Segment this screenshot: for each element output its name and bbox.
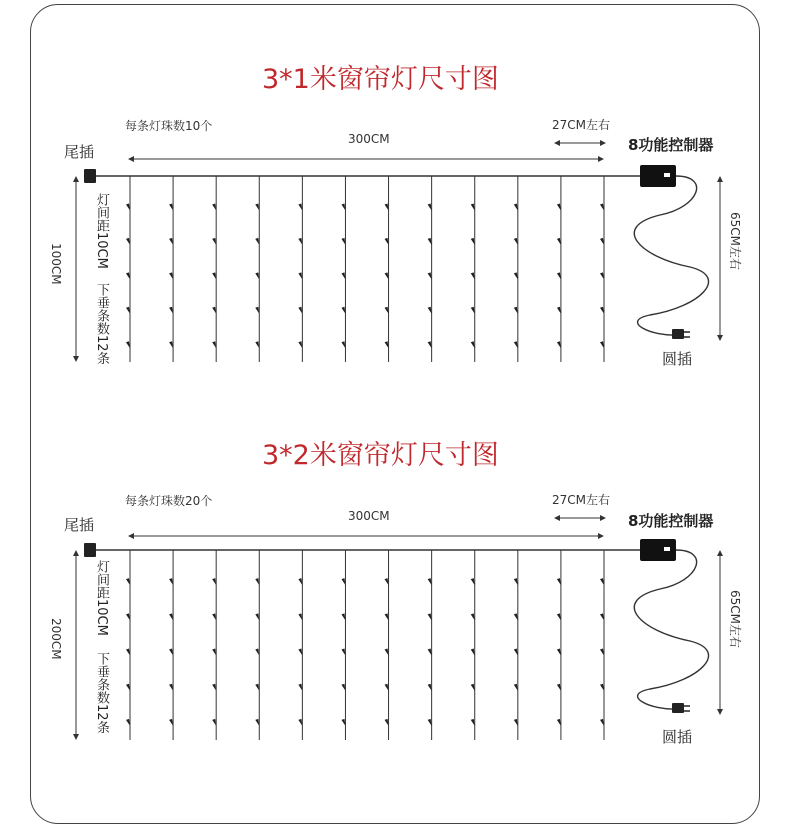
- led-bead: [385, 578, 389, 585]
- width-arrow-right: [598, 533, 604, 539]
- beads-per-strand-label: 每条灯珠数20个: [125, 494, 213, 508]
- controller-button-icon: [664, 547, 670, 551]
- led-bead: [385, 613, 389, 620]
- led-bead: [471, 684, 475, 691]
- led-bead: [471, 578, 475, 585]
- lead-length-label: 27CM左右: [552, 493, 611, 507]
- cable-arrow-top: [717, 550, 723, 556]
- led-bead: [169, 578, 173, 585]
- cable-arrow-bottom: [717, 709, 723, 715]
- led-bead: [169, 649, 173, 656]
- led-bead: [557, 613, 561, 620]
- width-label: 300CM: [348, 132, 390, 146]
- led-bead: [514, 719, 518, 726]
- led-bead: [557, 719, 561, 726]
- led-bead: [514, 613, 518, 620]
- tail-plug-icon: [84, 543, 96, 557]
- led-bead: [385, 649, 389, 656]
- led-bead: [600, 684, 604, 691]
- led-bead: [212, 719, 216, 726]
- led-bead: [428, 684, 432, 691]
- led-bead: [298, 613, 302, 620]
- height-arrow-bottom: [73, 734, 79, 740]
- led-bead: [600, 578, 604, 585]
- beads-per-strand-label: 每条灯珠数10个: [125, 119, 213, 133]
- led-bead: [471, 613, 475, 620]
- led-bead: [557, 578, 561, 585]
- cable-length-label: 65CM左右: [728, 590, 742, 649]
- led-bead: [255, 613, 259, 620]
- strand-count-label: 下垂条数12条: [94, 652, 109, 734]
- power-cable: [634, 550, 708, 709]
- led-bead: [514, 578, 518, 585]
- led-bead: [428, 578, 432, 585]
- led-bead: [298, 684, 302, 691]
- height-arrow-top: [73, 550, 79, 556]
- led-bead: [126, 684, 130, 691]
- led-bead: [169, 684, 173, 691]
- round-plug-label: 圆插: [662, 728, 693, 746]
- tail-plug-label: 尾插: [64, 143, 95, 161]
- controller-label: 8功能控制器: [628, 136, 714, 154]
- led-bead: [341, 613, 345, 620]
- diagram-title: 3*1米窗帘灯尺寸图: [262, 64, 499, 95]
- led-bead: [600, 649, 604, 656]
- led-bead: [514, 684, 518, 691]
- led-bead: [169, 613, 173, 620]
- led-bead: [169, 719, 173, 726]
- led-bead: [255, 649, 259, 656]
- led-bead: [385, 719, 389, 726]
- controller-box-icon: [640, 539, 676, 561]
- round-plug-icon: [672, 703, 684, 713]
- lead-length-label: 27CM左右: [552, 118, 611, 132]
- led-bead: [341, 684, 345, 691]
- led-bead: [212, 613, 216, 620]
- led-bead: [298, 719, 302, 726]
- led-bead: [255, 684, 259, 691]
- led-bead: [428, 613, 432, 620]
- led-bead: [514, 649, 518, 656]
- led-bead: [126, 719, 130, 726]
- height-label: 100CM: [49, 243, 63, 285]
- diagram-title: 3*2米窗帘灯尺寸图: [262, 440, 499, 471]
- led-bead: [600, 613, 604, 620]
- led-bead: [212, 578, 216, 585]
- bead-spacing-label: 灯间距10CM: [94, 560, 109, 636]
- controller-label: 8功能控制器: [628, 512, 714, 530]
- led-bead: [341, 578, 345, 585]
- lead-arrow-left: [554, 515, 560, 521]
- led-bead: [126, 578, 130, 585]
- led-bead: [557, 684, 561, 691]
- bead-spacing-label: 灯间距10CM: [94, 193, 109, 269]
- led-bead: [341, 649, 345, 656]
- led-bead: [298, 649, 302, 656]
- led-bead: [385, 684, 389, 691]
- width-label: 300CM: [348, 509, 390, 523]
- led-bead: [298, 578, 302, 585]
- led-bead: [471, 719, 475, 726]
- led-bead: [471, 649, 475, 656]
- led-bead: [428, 649, 432, 656]
- round-plug-label: 圆插: [662, 350, 693, 368]
- led-bead: [212, 684, 216, 691]
- led-bead: [557, 649, 561, 656]
- led-bead: [341, 719, 345, 726]
- tail-plug-label: 尾插: [64, 516, 95, 534]
- led-bead: [255, 719, 259, 726]
- cable-length-label: 65CM左右: [728, 212, 742, 271]
- led-bead: [212, 649, 216, 656]
- width-arrow-left: [128, 533, 134, 539]
- led-bead: [428, 719, 432, 726]
- height-label: 200CM: [49, 618, 63, 660]
- led-bead: [600, 719, 604, 726]
- led-bead: [126, 613, 130, 620]
- led-bead: [126, 649, 130, 656]
- led-bead: [255, 578, 259, 585]
- strand-count-label: 下垂条数12条: [94, 283, 109, 365]
- lead-arrow-right: [600, 515, 606, 521]
